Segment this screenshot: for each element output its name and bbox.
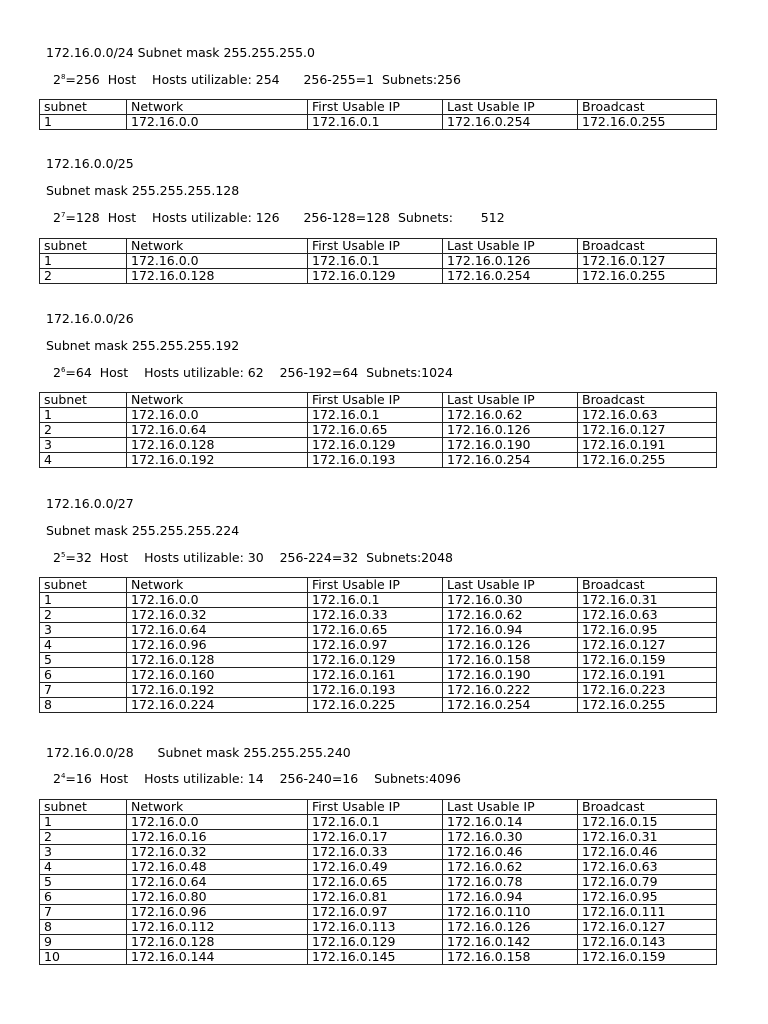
table-cell: 172.16.0.97 bbox=[308, 905, 443, 920]
table-cell: 172.16.0.49 bbox=[308, 860, 443, 875]
table-cell: 172.16.0.113 bbox=[308, 920, 443, 935]
table-cell: 6 bbox=[40, 668, 127, 683]
table-cell: 172.16.0.96 bbox=[127, 905, 308, 920]
column-header: First Usable IP bbox=[308, 800, 443, 815]
table-cell: 172.16.0.64 bbox=[127, 623, 308, 638]
table-row bbox=[40, 453, 717, 468]
table-cell: 172.16.0.127 bbox=[578, 920, 717, 935]
table-cell: 3 bbox=[40, 438, 127, 453]
section-27-calc: $2^5=32$ Host Hosts utilizable: 30 256-224=32 Subnets:2048 bbox=[53, 550, 453, 565]
subnet-table-27 bbox=[39, 577, 717, 713]
table-cell: 172.16.0.0 bbox=[127, 593, 308, 608]
column-header: Broadcast bbox=[578, 239, 717, 254]
table-cell: 6 bbox=[40, 890, 127, 905]
table-cell: 172.16.0.128 bbox=[127, 438, 308, 453]
table-body bbox=[40, 578, 717, 713]
table-cell: 172.16.0.160 bbox=[127, 668, 308, 683]
table-cell: 172.16.0.145 bbox=[308, 950, 443, 965]
column-header: Last Usable IP bbox=[443, 800, 578, 815]
table-cell: 172.16.0.254 bbox=[443, 698, 578, 713]
table-row bbox=[40, 698, 717, 713]
table-cell: 172.16.0.81 bbox=[308, 890, 443, 905]
table-cell: 4 bbox=[40, 638, 127, 653]
table-cell: 172.16.0.254 bbox=[443, 269, 578, 284]
table-cell: 172.16.0.254 bbox=[443, 453, 578, 468]
table-cell: 172.16.0.16 bbox=[127, 830, 308, 845]
table-cell: 172.16.0.62 bbox=[443, 408, 578, 423]
table-cell: 172.16.0.255 bbox=[578, 115, 717, 130]
table-cell: 172.16.0.224 bbox=[127, 698, 308, 713]
table-cell: 172.16.0.97 bbox=[308, 638, 443, 653]
table-cell: 172.16.0.79 bbox=[578, 875, 717, 890]
section-24-heading: 172.16.0.0/24 Subnet mask 255.255.255.0 bbox=[46, 45, 315, 60]
table-cell: 172.16.0.193 bbox=[308, 453, 443, 468]
table-cell: 172.16.0.158 bbox=[443, 653, 578, 668]
table-row bbox=[40, 653, 717, 668]
table-row bbox=[40, 890, 717, 905]
table-cell: 172.16.0.1 bbox=[308, 408, 443, 423]
table-body bbox=[40, 100, 717, 130]
table-row bbox=[40, 408, 717, 423]
table-cell: 10 bbox=[40, 950, 127, 965]
column-header: subnet bbox=[40, 393, 127, 408]
table-cell: 172.16.0.255 bbox=[578, 698, 717, 713]
column-header: Broadcast bbox=[578, 393, 717, 408]
table-row bbox=[40, 115, 717, 130]
table-cell: 172.16.0.126 bbox=[443, 254, 578, 269]
table-cell: 9 bbox=[40, 935, 127, 950]
table-row bbox=[40, 875, 717, 890]
table-cell: 172.16.0.0 bbox=[127, 254, 308, 269]
table-row bbox=[40, 905, 717, 920]
table-cell: 172.16.0.128 bbox=[127, 269, 308, 284]
table-cell: 172.16.0.192 bbox=[127, 683, 308, 698]
table-cell: 172.16.0.254 bbox=[443, 115, 578, 130]
section-27-mask: Subnet mask 255.255.255.224 bbox=[46, 523, 240, 538]
table-row bbox=[40, 438, 717, 453]
table-body bbox=[40, 239, 717, 284]
table-cell: 172.16.0.65 bbox=[308, 623, 443, 638]
table-cell: 172.16.0.126 bbox=[443, 423, 578, 438]
table-cell: 172.16.0.192 bbox=[127, 453, 308, 468]
table-row bbox=[40, 935, 717, 950]
table-row bbox=[40, 638, 717, 653]
table-cell: 172.16.0.63 bbox=[578, 860, 717, 875]
column-header: Broadcast bbox=[578, 578, 717, 593]
table-row bbox=[40, 830, 717, 845]
table-row bbox=[40, 608, 717, 623]
column-header: Network bbox=[127, 578, 308, 593]
table-cell: 172.16.0.64 bbox=[127, 875, 308, 890]
table-cell: 172.16.0.31 bbox=[578, 830, 717, 845]
column-header: subnet bbox=[40, 800, 127, 815]
table-cell: 172.16.0.0 bbox=[127, 815, 308, 830]
column-header: Last Usable IP bbox=[443, 100, 578, 115]
table-cell: 172.16.0.33 bbox=[308, 608, 443, 623]
subnet-table-28 bbox=[39, 799, 717, 965]
table-row bbox=[40, 254, 717, 269]
table-cell: 2 bbox=[40, 423, 127, 438]
table-header-row bbox=[40, 578, 717, 593]
column-header: subnet bbox=[40, 100, 127, 115]
table-cell: 1 bbox=[40, 115, 127, 130]
section-28-calc: $2^4=16$ Host Hosts utilizable: 14 256-240=16 Subnets:4096 bbox=[53, 771, 461, 786]
table-cell: 7 bbox=[40, 905, 127, 920]
table-row bbox=[40, 593, 717, 608]
column-header: Network bbox=[127, 239, 308, 254]
table-cell: 1 bbox=[40, 254, 127, 269]
table-cell: 4 bbox=[40, 860, 127, 875]
table-cell: 172.16.0.223 bbox=[578, 683, 717, 698]
table-cell: 172.16.0.78 bbox=[443, 875, 578, 890]
table-cell: 172.16.0.127 bbox=[578, 423, 717, 438]
table-row bbox=[40, 423, 717, 438]
table-cell: 172.16.0.46 bbox=[443, 845, 578, 860]
table-cell: 172.16.0.62 bbox=[443, 608, 578, 623]
column-header: subnet bbox=[40, 578, 127, 593]
table-cell: 3 bbox=[40, 845, 127, 860]
column-header: First Usable IP bbox=[308, 239, 443, 254]
section-27-heading: 172.16.0.0/27 bbox=[46, 496, 134, 511]
table-cell: 172.16.0.62 bbox=[443, 860, 578, 875]
table-cell: 172.16.0.30 bbox=[443, 593, 578, 608]
section-24-calc: $2^8=256$ Host Hosts utilizable: 254 256-255=1 Subnets:256 bbox=[53, 72, 461, 87]
table-cell: 172.16.0.1 bbox=[308, 593, 443, 608]
table-row bbox=[40, 815, 717, 830]
section-26-calc: $2^6=64$ Host Hosts utilizable: 62 256-192=64 Subnets:1024 bbox=[53, 365, 453, 380]
table-cell: 172.16.0.255 bbox=[578, 453, 717, 468]
table-cell: 172.16.0.31 bbox=[578, 593, 717, 608]
table-row bbox=[40, 860, 717, 875]
column-header: Network bbox=[127, 100, 308, 115]
section-26-heading: 172.16.0.0/26 bbox=[46, 311, 134, 326]
column-header: Last Usable IP bbox=[443, 578, 578, 593]
table-cell: 172.16.0.190 bbox=[443, 438, 578, 453]
table-cell: 172.16.0.30 bbox=[443, 830, 578, 845]
table-cell: 1 bbox=[40, 408, 127, 423]
table-cell: 172.16.0.158 bbox=[443, 950, 578, 965]
column-header: First Usable IP bbox=[308, 100, 443, 115]
table-cell: 172.16.0.17 bbox=[308, 830, 443, 845]
table-cell: 172.16.0.65 bbox=[308, 875, 443, 890]
table-cell: 8 bbox=[40, 920, 127, 935]
table-row bbox=[40, 269, 717, 284]
table-cell: 172.16.0.190 bbox=[443, 668, 578, 683]
table-cell: 172.16.0.110 bbox=[443, 905, 578, 920]
section-25-mask: Subnet mask 255.255.255.128 bbox=[46, 183, 240, 198]
section-25-heading: 172.16.0.0/25 bbox=[46, 156, 134, 171]
table-cell: 172.16.0.225 bbox=[308, 698, 443, 713]
column-header: Network bbox=[127, 393, 308, 408]
table-cell: 172.16.0.128 bbox=[127, 653, 308, 668]
table-cell: 172.16.0.32 bbox=[127, 608, 308, 623]
table-cell: 2 bbox=[40, 269, 127, 284]
table-cell: 172.16.0.112 bbox=[127, 920, 308, 935]
table-cell: 5 bbox=[40, 875, 127, 890]
section-26-mask: Subnet mask 255.255.255.192 bbox=[46, 338, 240, 353]
table-cell: 172.16.0.1 bbox=[308, 115, 443, 130]
column-header: Network bbox=[127, 800, 308, 815]
table-cell: 172.16.0.15 bbox=[578, 815, 717, 830]
table-cell: 172.16.0.144 bbox=[127, 950, 308, 965]
table-cell: 172.16.0.255 bbox=[578, 269, 717, 284]
table-cell: 172.16.0.94 bbox=[443, 890, 578, 905]
table-cell: 172.16.0.65 bbox=[308, 423, 443, 438]
table-header-row bbox=[40, 239, 717, 254]
column-header: Last Usable IP bbox=[443, 239, 578, 254]
table-cell: 172.16.0.1 bbox=[308, 254, 443, 269]
table-cell: 172.16.0.46 bbox=[578, 845, 717, 860]
table-cell: 2 bbox=[40, 830, 127, 845]
table-cell: 172.16.0.128 bbox=[127, 935, 308, 950]
table-cell: 3 bbox=[40, 623, 127, 638]
subnet-table-26 bbox=[39, 392, 717, 468]
table-cell: 172.16.0.129 bbox=[308, 438, 443, 453]
table-cell: 172.16.0.159 bbox=[578, 653, 717, 668]
table-cell: 172.16.0.127 bbox=[578, 638, 717, 653]
column-header: subnet bbox=[40, 239, 127, 254]
table-cell: 172.16.0.126 bbox=[443, 638, 578, 653]
subnet-table-25 bbox=[39, 238, 717, 284]
table-cell: 8 bbox=[40, 698, 127, 713]
table-header-row bbox=[40, 100, 717, 115]
table-cell: 172.16.0.129 bbox=[308, 269, 443, 284]
table-body bbox=[40, 393, 717, 468]
table-cell: 172.16.0.111 bbox=[578, 905, 717, 920]
table-cell: 172.16.0.0 bbox=[127, 115, 308, 130]
table-cell: 172.16.0.129 bbox=[308, 935, 443, 950]
table-cell: 172.16.0.142 bbox=[443, 935, 578, 950]
table-cell: 172.16.0.63 bbox=[578, 608, 717, 623]
table-cell: 172.16.0.191 bbox=[578, 668, 717, 683]
table-cell: 1 bbox=[40, 593, 127, 608]
table-cell: 172.16.0.80 bbox=[127, 890, 308, 905]
column-header: Broadcast bbox=[578, 100, 717, 115]
table-row bbox=[40, 950, 717, 965]
table-cell: 172.16.0.94 bbox=[443, 623, 578, 638]
table-cell: 1 bbox=[40, 815, 127, 830]
column-header: First Usable IP bbox=[308, 393, 443, 408]
table-cell: 172.16.0.159 bbox=[578, 950, 717, 965]
table-cell: 172.16.0.96 bbox=[127, 638, 308, 653]
table-row bbox=[40, 668, 717, 683]
table-cell: 172.16.0.95 bbox=[578, 623, 717, 638]
table-cell: 172.16.0.143 bbox=[578, 935, 717, 950]
table-cell: 7 bbox=[40, 683, 127, 698]
column-header: Broadcast bbox=[578, 800, 717, 815]
section-28-heading: 172.16.0.0/28 Subnet mask 255.255.255.240 bbox=[46, 745, 351, 760]
table-cell: 172.16.0.127 bbox=[578, 254, 717, 269]
table-cell: 172.16.0.193 bbox=[308, 683, 443, 698]
table-cell: 172.16.0.63 bbox=[578, 408, 717, 423]
table-cell: 172.16.0.129 bbox=[308, 653, 443, 668]
table-header-row bbox=[40, 393, 717, 408]
table-cell: 172.16.0.126 bbox=[443, 920, 578, 935]
table-body bbox=[40, 800, 717, 965]
table-cell: 172.16.0.33 bbox=[308, 845, 443, 860]
table-cell: 172.16.0.48 bbox=[127, 860, 308, 875]
table-cell: 172.16.0.1 bbox=[308, 815, 443, 830]
table-cell: 172.16.0.64 bbox=[127, 423, 308, 438]
table-cell: 172.16.0.222 bbox=[443, 683, 578, 698]
table-cell: 172.16.0.161 bbox=[308, 668, 443, 683]
column-header: Last Usable IP bbox=[443, 393, 578, 408]
table-row bbox=[40, 683, 717, 698]
section-25-calc: $2^7=128$ Host Hosts utilizable: 126 256-128=128 Subnets: 512 bbox=[53, 210, 505, 225]
table-cell: 172.16.0.32 bbox=[127, 845, 308, 860]
subnet-table-24 bbox=[39, 99, 717, 130]
table-header-row bbox=[40, 800, 717, 815]
table-cell: 4 bbox=[40, 453, 127, 468]
table-cell: 172.16.0.95 bbox=[578, 890, 717, 905]
column-header: First Usable IP bbox=[308, 578, 443, 593]
table-row bbox=[40, 623, 717, 638]
table-cell: 172.16.0.14 bbox=[443, 815, 578, 830]
table-cell: 172.16.0.0 bbox=[127, 408, 308, 423]
table-cell: 2 bbox=[40, 608, 127, 623]
table-cell: 5 bbox=[40, 653, 127, 668]
table-row bbox=[40, 920, 717, 935]
table-cell: 172.16.0.191 bbox=[578, 438, 717, 453]
table-row bbox=[40, 845, 717, 860]
